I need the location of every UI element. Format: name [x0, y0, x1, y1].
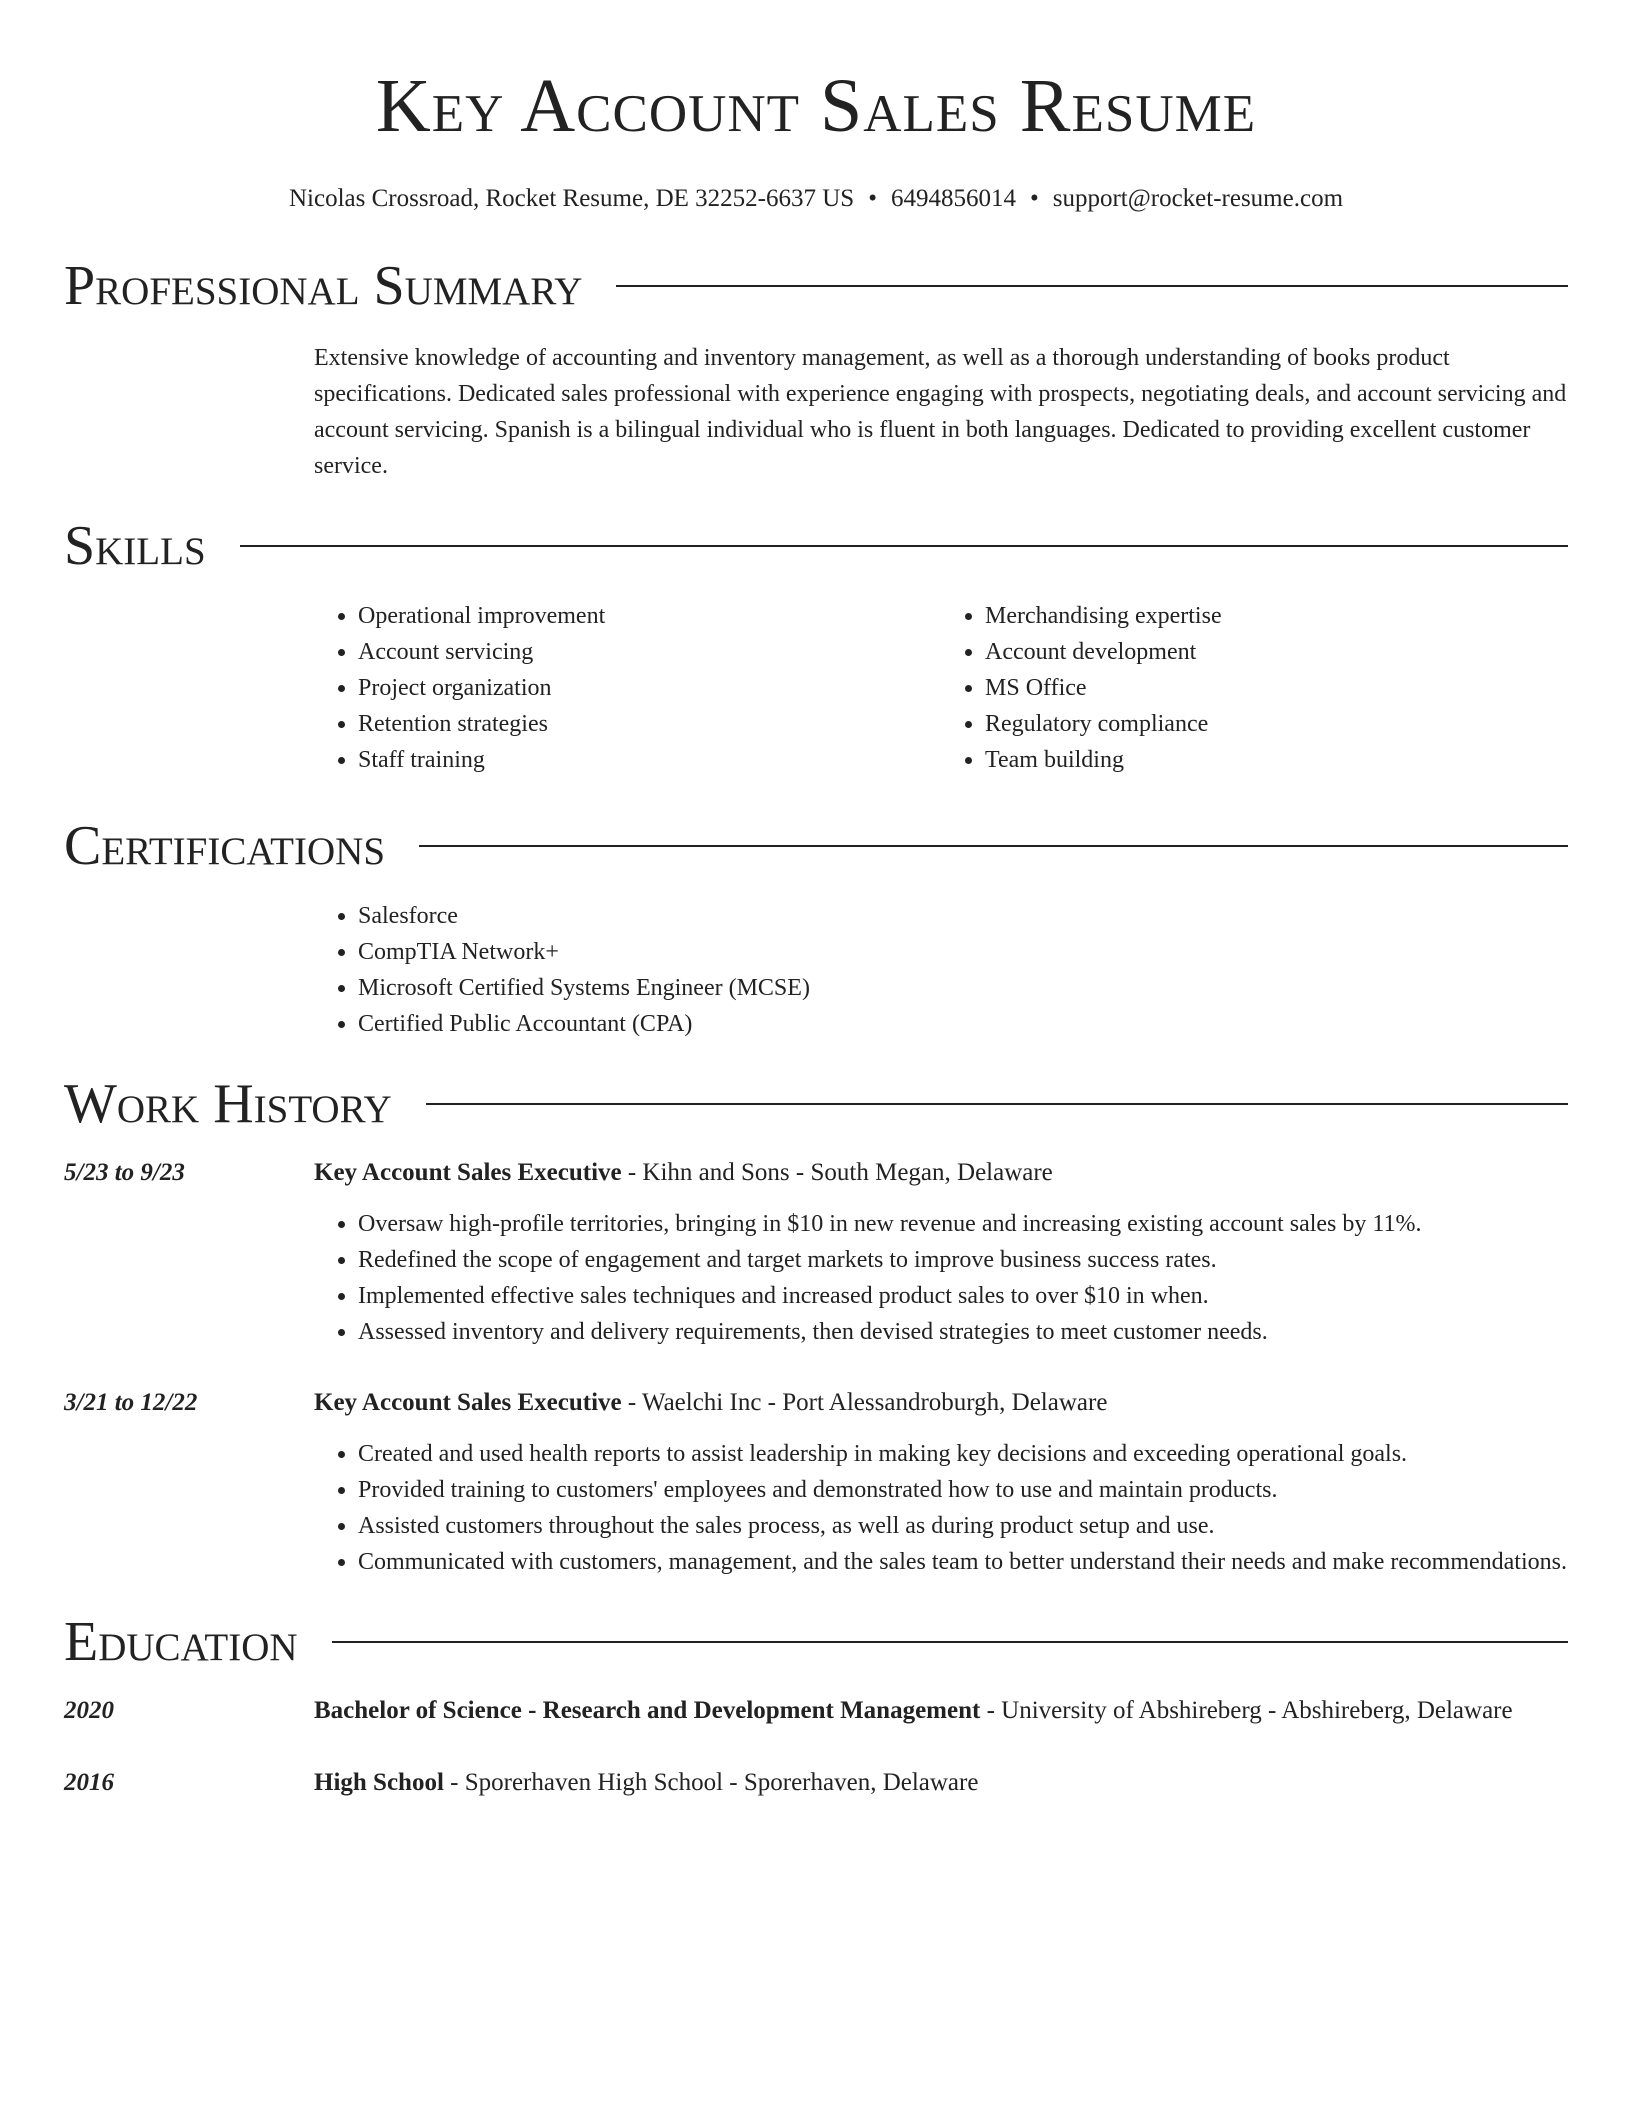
section-divider: [616, 285, 1568, 287]
skill-item: • Staff training: [358, 742, 941, 778]
section-header: [64, 1072, 1568, 1136]
contact-email: support@rocket-resume.com: [1052, 185, 1344, 212]
skill-item: • Retention strategies: [358, 706, 941, 742]
job-dates: 5/23 to 9/23: [64, 1159, 185, 1186]
job-bullets: [314, 1436, 1568, 1580]
education-entry: [64, 1692, 1568, 1730]
job-bullet: • Provided training to customers' employees and demonstrated how to use and maintain products.: [358, 1472, 1568, 1508]
job-bullet: • Assessed inventory and delivery requirements, then devised strategies to meet customer needs.: [358, 1314, 1568, 1350]
certifications-heading: Certifications: [64, 815, 386, 877]
certifications-section: [64, 814, 1568, 1042]
certification-item: • CompTIA Network+: [358, 934, 1568, 970]
section-divider: [332, 1641, 1568, 1643]
skills-list-left: [314, 598, 941, 778]
skill-item: • Team building: [985, 742, 1568, 778]
education-heading-line: [314, 1764, 1568, 1802]
job-bullet: • Oversaw high-profile territories, bringing in $10 in new revenue and increasing existing account sales by 11%.: [358, 1206, 1568, 1242]
job-bullets: [314, 1206, 1568, 1350]
education-year: 2016: [64, 1769, 114, 1796]
job-company-location: - Waelchi Inc - Port Alessandroburgh, Delaware: [621, 1389, 1108, 1416]
education-degree: Bachelor of Science - Research and Development Management: [314, 1697, 981, 1724]
certifications-list-wrap: [314, 898, 1568, 1042]
skill-item: • Account development: [985, 634, 1568, 670]
skill-item: • Account servicing: [358, 634, 941, 670]
work-history-heading: Work History: [64, 1073, 392, 1135]
education-school-location: - University of Abshireberg - Abshireberg, Delaware: [980, 1697, 1513, 1724]
job-company-location: - Kihn and Sons - South Megan, Delaware: [621, 1159, 1053, 1186]
job-heading: [314, 1384, 1568, 1422]
education-degree: High School: [314, 1769, 444, 1796]
section-divider: [240, 545, 1568, 547]
job-bullet: • Implemented effective sales techniques and increased product sales to over $10 in when.: [358, 1278, 1568, 1314]
job-body: [314, 1384, 1568, 1580]
job-title: Key Account Sales Executive: [314, 1389, 622, 1416]
summary-heading: Professional Summary: [64, 255, 583, 317]
contact-phone: 6494856014: [890, 185, 1016, 212]
job-heading: [314, 1154, 1568, 1192]
education-year: 2020: [64, 1697, 114, 1724]
skill-item: • MS Office: [985, 670, 1568, 706]
skill-item: • Regulatory compliance: [985, 706, 1568, 742]
skills-grid: [314, 598, 1568, 778]
skill-item: • Merchandising expertise: [985, 598, 1568, 634]
education-heading-line: [314, 1692, 1568, 1730]
section-divider: [419, 845, 1568, 847]
section-divider: [426, 1103, 1568, 1105]
education-school-location: - Sporerhaven High School - Sporerhaven, Delaware: [443, 1769, 979, 1796]
job-body: [314, 1154, 1568, 1350]
education-body: [314, 1764, 1568, 1802]
section-header: [64, 814, 1568, 878]
skills-list-right: [941, 598, 1568, 778]
education-body: [314, 1692, 1568, 1730]
summary-text: Extensive knowledge of accounting and inventory management, as well as a thorough understanding of books product specifications. Dedicated sales professional with experience engaging with prospects, negotiating deals, and account servicing and account servicing. Spanish is a bilingual individual who is fluent in both languages. Dedicated to providing excellent customer service.: [314, 345, 1567, 479]
skills-heading: Skills: [64, 515, 206, 577]
skill-item: • Operational improvement: [358, 598, 941, 634]
job-bullet: • Assisted customers throughout the sales process, as well as during product setup and use.: [358, 1508, 1568, 1544]
section-header: [64, 514, 1568, 578]
job-bullet: • Communicated with customers, management, and the sales team to better understand their needs and make recommendations.: [358, 1544, 1568, 1580]
education-entry: [64, 1764, 1568, 1802]
contact-address: Nicolas Crossroad, Rocket Resume, DE 32252-6637 US: [288, 185, 855, 212]
certification-item: • Certified Public Accountant (CPA): [358, 1006, 1568, 1042]
job-bullet: • Created and used health reports to assist leadership in making key decisions and exceeding operational goals.: [358, 1436, 1568, 1472]
summary-section: [64, 254, 1568, 484]
job-entry: [64, 1154, 1568, 1350]
contact-separator: •: [868, 185, 877, 212]
skills-section: [64, 514, 1568, 778]
job-entry: [64, 1384, 1568, 1580]
work-history-section: [64, 1072, 1568, 1580]
certifications-list: [314, 898, 1568, 1042]
certification-item: • Microsoft Certified Systems Engineer (MCSE): [358, 970, 1568, 1006]
section-header: [64, 254, 1568, 318]
job-dates: 3/21 to 12/22: [64, 1389, 198, 1416]
certification-item: • Salesforce: [358, 898, 1568, 934]
education-heading: Education: [64, 1611, 298, 1673]
job-bullet: • Redefined the scope of engagement and target markets to improve business success rates.: [358, 1242, 1568, 1278]
job-title: Key Account Sales Executive: [314, 1159, 622, 1186]
section-header: [64, 1610, 1568, 1674]
contact-line: [64, 182, 1568, 216]
skill-item: • Project organization: [358, 670, 941, 706]
contact-separator: •: [1029, 185, 1039, 212]
education-section: [64, 1610, 1568, 1802]
resume-title: Key Account Sales Resume: [375, 64, 1257, 148]
